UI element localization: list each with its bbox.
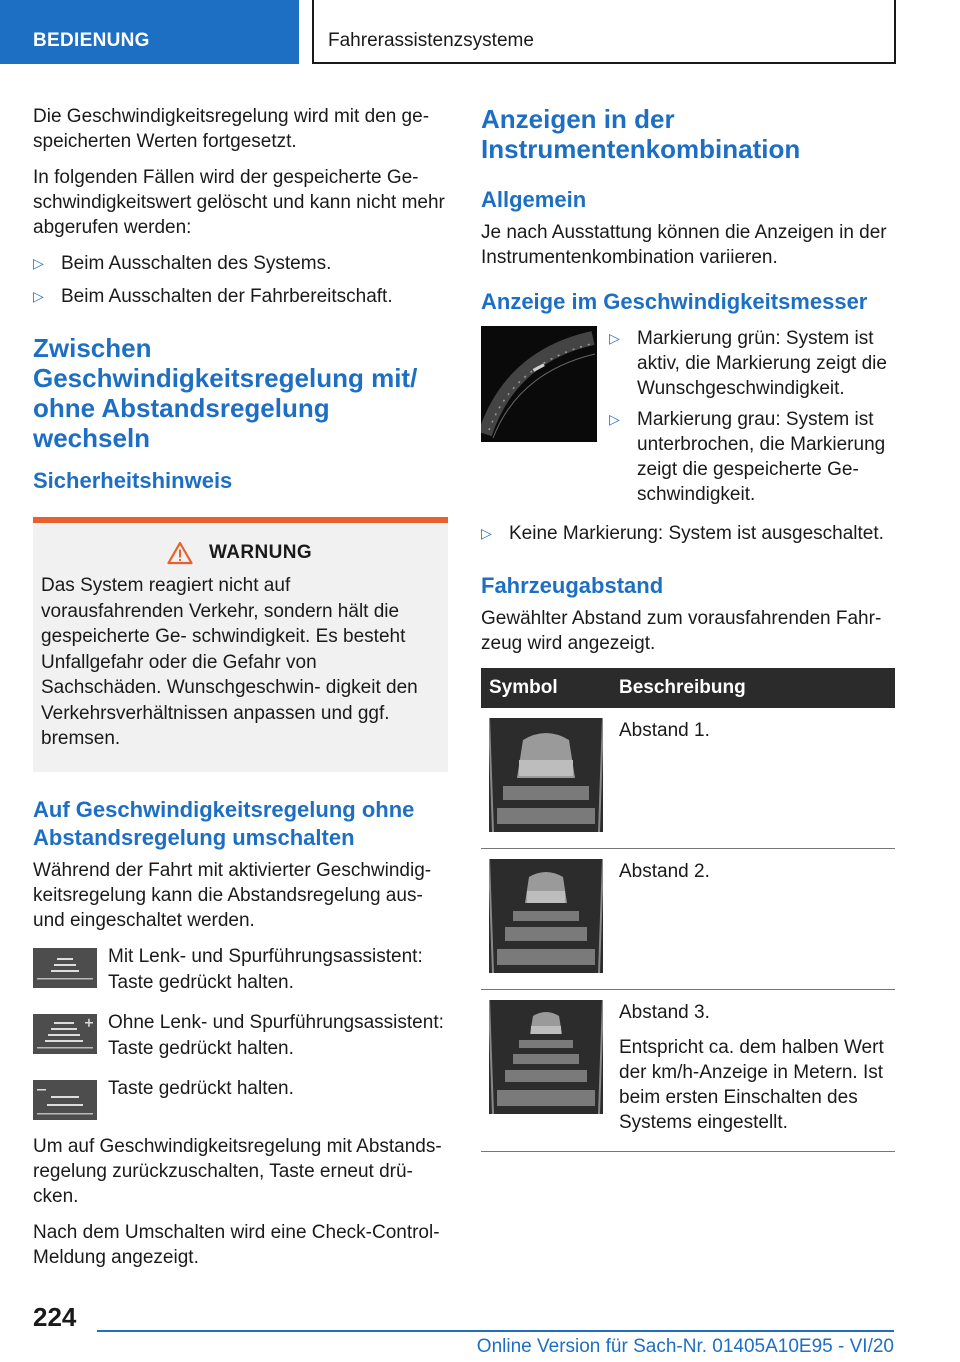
bullet-triangle-icon: ▷ (33, 255, 44, 271)
table-row (481, 849, 895, 990)
list-item (33, 284, 448, 309)
list-item (609, 326, 895, 401)
list-item-text: Beim Ausschalten des Systems. (61, 253, 332, 274)
button-description: Ohne Lenk- und Spurführungsassistent: Taste gedrückt halten. (108, 1011, 444, 1059)
lane-assist-button-icon (33, 948, 97, 988)
left-column (33, 104, 448, 1281)
row-title: Abstand 2. (619, 861, 710, 882)
warning-title: WARNUNG (208, 542, 313, 563)
table-cell-symbol (481, 849, 611, 990)
paragraph-distance: Gewählter Abstand zum vorausfahrenden Fahr‐ zeug wird angezeigt. (481, 608, 882, 654)
bullet-triangle-icon: ▷ (609, 330, 620, 346)
table-header-symbol: Symbol (481, 668, 611, 708)
right-column (481, 104, 895, 1152)
button-description: Taste gedrückt halten. (108, 1077, 294, 1099)
table-cell-symbol (481, 990, 611, 1152)
table-row (481, 990, 895, 1152)
speedometer-image (481, 326, 597, 442)
chapter-tab: Fahrerassistenzsysteme (312, 0, 896, 64)
list-item-text: Markierung grau: System ist unterbrochen, die Markierung zeigt die gespeicherte Ge‐ schwindigkeit. (637, 409, 886, 505)
table-cell-symbol (481, 708, 611, 849)
table-cell-description (611, 849, 895, 990)
button-row (33, 944, 448, 996)
subheading-distance: Fahrzeugabstand (481, 573, 664, 598)
speedometer-row (481, 326, 895, 515)
warning-header (41, 541, 438, 565)
table-cell-description (611, 990, 895, 1152)
paragraph-return: Um auf Geschwindigkeitsregelung mit Abstands‐ regelung zurückzuschalten, Taste erneut drü‐ cken. (33, 1135, 442, 1207)
page-number: 224 (33, 1302, 77, 1332)
bullet-triangle-icon: ▷ (609, 411, 620, 427)
table-row (481, 708, 895, 849)
bullet-triangle-icon: ▷ (33, 288, 44, 304)
row-title: Abstand 3. (619, 1002, 710, 1023)
table-header-description: Beschreibung (611, 668, 895, 708)
subheading-safety: Sicherheitshinweis (33, 468, 233, 493)
button-description: Mit Lenk- und Spurführungsassistent: Taste gedrückt halten. (108, 945, 423, 993)
warning-triangle-icon (167, 541, 193, 565)
list-item-text: Markierung grün: System ist aktiv, die Markierung zeigt die Wunschgeschwindigkeit. (637, 328, 887, 399)
warning-text: Das System reagiert nicht auf vorausfahrenden Verkehr, sondern hält die gespeicherte Ge‐ schwindigkeit. Es besteht Unfallgefahr oder die Gefahr von Sachschäden. Wunschgeschwin‐ digkeit den Verkehrsverhältnissen anpassen und ggf. bremsen. (41, 575, 418, 749)
section-tab: BEDIENUNG (0, 0, 299, 64)
section-heading-switch: Zwischen Geschwindigkeitsregelung mit/ ohne Abstandsregelung wechseln (33, 333, 418, 453)
list-item-text: Keine Markierung: System ist ausgeschaltet. (509, 523, 884, 544)
subheading-switch-off-distance: Auf Geschwindigkeitsregelung ohne Abstandsregelung umschalten (33, 796, 415, 850)
speedometer-list (609, 326, 895, 515)
distance-1-image (489, 718, 603, 832)
distance-3-image (489, 1000, 603, 1114)
paragraph-deleted-cases: In folgenden Fällen wird der gespeicherte Ge‐ schwindigkeitswert gelöscht und kann nicht mehr abgerufen werden: (33, 167, 445, 238)
list-item (481, 521, 895, 546)
distance-table (481, 668, 895, 1152)
paragraph-general: Je nach Ausstattung können die Anzeigen in der Instrumentenkombination variieren. (481, 222, 887, 268)
paragraph-continue: Die Geschwindigkeitsregelung wird mit den ge‐ speicherten Werten fortgesetzt. (33, 106, 430, 152)
distance-minus-button-icon (33, 1080, 97, 1120)
distance-plus-button-icon (33, 1014, 97, 1054)
warning-box (33, 523, 448, 772)
bullet-triangle-icon: ▷ (481, 525, 492, 541)
row-title: Abstand 1. (619, 720, 710, 741)
paragraph-check-control: Nach dem Umschalten wird eine Check-Control-Meldung angezeigt. (33, 1221, 440, 1268)
button-row (33, 1076, 448, 1120)
distance-2-image (489, 859, 603, 973)
table-cell-description (611, 708, 895, 849)
subheading-speedometer: Anzeige im Geschwindigkeitsmesser (481, 289, 868, 314)
row-description: Entspricht ca. dem halben Wert der km/h-Anzeige in Metern. Ist beim ersten Einschalten des Systems eingestellt. (619, 1037, 884, 1133)
paragraph-switch: Während der Fahrt mit aktivierter Geschwindig‐ keitsregelung kann die Abstandsregelung aus- und eingeschaltet werden. (33, 859, 432, 931)
list-item (609, 407, 895, 507)
section-heading-displays: Anzeigen in der Instrumentenkombination (481, 104, 801, 164)
footer-rule (97, 1330, 894, 1332)
list-item (33, 251, 448, 276)
footer-online-version: Online Version für Sach-Nr. 01405A10E95 - VI/20 (476, 1336, 894, 1357)
subheading-general: Allgemein (481, 187, 587, 212)
button-row (33, 1010, 448, 1062)
list-item-text: Beim Ausschalten der Fahrbereitschaft. (61, 286, 393, 307)
